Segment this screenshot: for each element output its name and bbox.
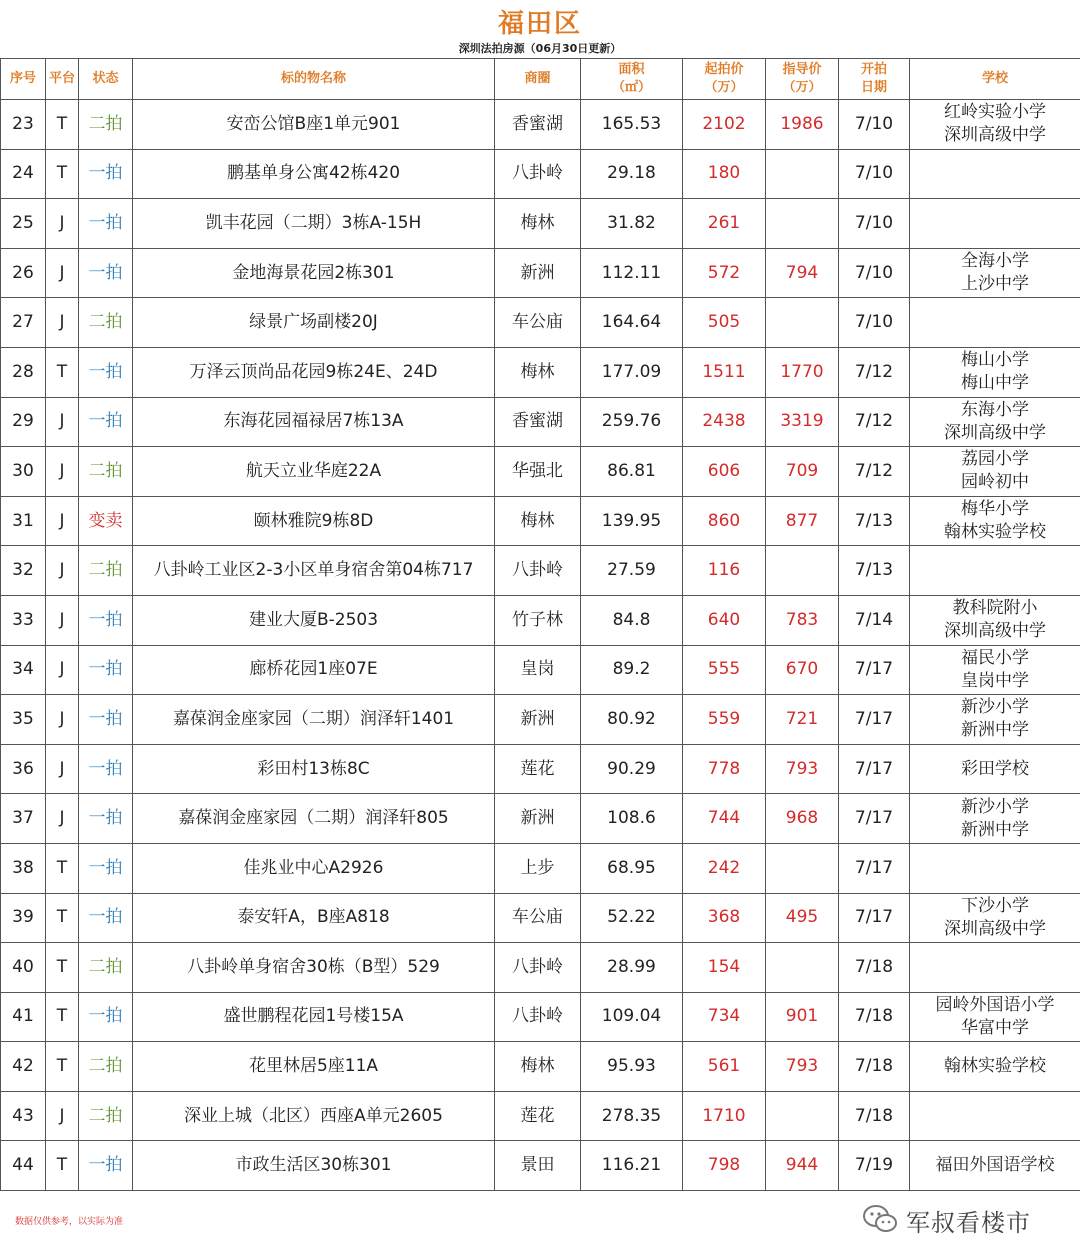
cell-name: 航天立业华庭22A — [133, 447, 495, 497]
cell-guide-price: 793 — [766, 1042, 839, 1092]
cell-name: 嘉葆润金座家园（二期）润泽轩1401 — [133, 695, 495, 745]
cell-school: 彩田学校 — [910, 744, 1080, 794]
cell-status: 二拍 — [79, 1091, 133, 1141]
cell-size: 109.04 — [581, 992, 683, 1042]
cell-no: 35 — [1, 695, 46, 745]
cell-name: 嘉葆润金座家园（二期）润泽轩805 — [133, 794, 495, 844]
cell-status: 二拍 — [79, 100, 133, 150]
cell-school — [910, 149, 1080, 199]
cell-date: 7/18 — [839, 992, 910, 1042]
table-row — [1, 248, 1080, 298]
cell-platform: J — [46, 1091, 79, 1141]
cell-platform: J — [46, 744, 79, 794]
cell-name: 凯丰花园（二期）3栋A-15H — [133, 199, 495, 249]
cell-school: 园岭外国语小学 华富中学 — [910, 992, 1080, 1042]
cell-area: 莲花 — [495, 1091, 581, 1141]
cell-date: 7/17 — [839, 645, 910, 695]
cell-platform: J — [46, 645, 79, 695]
cell-guide-price: 968 — [766, 794, 839, 844]
cell-status: 二拍 — [79, 546, 133, 596]
cell-guide-price: 877 — [766, 496, 839, 546]
table-row — [1, 893, 1080, 943]
cell-start-price: 744 — [683, 794, 766, 844]
cell-area: 竹子林 — [495, 595, 581, 645]
table-row — [1, 595, 1080, 645]
cell-status: 一拍 — [79, 794, 133, 844]
page-subtitle: 深圳法拍房源（06月30日更新） — [458, 42, 622, 55]
cell-area: 八卦岭 — [495, 149, 581, 199]
cell-school — [910, 546, 1080, 596]
header-size: 面积 （㎡） — [581, 59, 683, 100]
cell-status: 一拍 — [79, 645, 133, 695]
listing-table — [0, 58, 1080, 1191]
page-header — [0, 0, 1080, 58]
cell-school: 东海小学 深圳高级中学 — [910, 397, 1080, 447]
cell-date: 7/17 — [839, 843, 910, 893]
cell-area: 车公庙 — [495, 893, 581, 943]
cell-platform: J — [46, 447, 79, 497]
cell-platform: J — [46, 199, 79, 249]
header-school: 学校 — [910, 59, 1080, 100]
cell-date: 7/18 — [839, 943, 910, 993]
cell-size: 90.29 — [581, 744, 683, 794]
cell-date: 7/17 — [839, 695, 910, 745]
cell-area: 华强北 — [495, 447, 581, 497]
cell-date: 7/18 — [839, 1042, 910, 1092]
table-row — [1, 843, 1080, 893]
cell-date: 7/13 — [839, 546, 910, 596]
table-row — [1, 199, 1080, 249]
cell-no: 27 — [1, 298, 46, 348]
cell-guide-price: 3319 — [766, 397, 839, 447]
cell-start-price: 778 — [683, 744, 766, 794]
cell-no: 34 — [1, 645, 46, 695]
cell-size: 52.22 — [581, 893, 683, 943]
cell-no: 36 — [1, 744, 46, 794]
cell-start-price: 734 — [683, 992, 766, 1042]
cell-name: 绿景广场副楼20J — [133, 298, 495, 348]
cell-platform: T — [46, 843, 79, 893]
cell-guide-price: 901 — [766, 992, 839, 1042]
table-row — [1, 1042, 1080, 1092]
header-start-price: 起拍价 （万） — [683, 59, 766, 100]
cell-name: 八卦岭单身宿舍30栋（B型）529 — [133, 943, 495, 993]
cell-guide-price: 1770 — [766, 347, 839, 397]
cell-start-price: 261 — [683, 199, 766, 249]
cell-name: 东海花园福禄居7栋13A — [133, 397, 495, 447]
cell-guide-price — [766, 1091, 839, 1141]
cell-school: 福田外国语学校 — [910, 1141, 1080, 1191]
cell-size: 29.18 — [581, 149, 683, 199]
cell-start-price: 1710 — [683, 1091, 766, 1141]
cell-start-price: 180 — [683, 149, 766, 199]
cell-school — [910, 298, 1080, 348]
cell-platform: T — [46, 347, 79, 397]
table-row — [1, 447, 1080, 497]
header-no: 序号 — [1, 59, 46, 100]
cell-school: 全海小学 上沙中学 — [910, 248, 1080, 298]
table-row — [1, 943, 1080, 993]
cell-size: 28.99 — [581, 943, 683, 993]
cell-start-price: 860 — [683, 496, 766, 546]
cell-platform: T — [46, 992, 79, 1042]
cell-no: 28 — [1, 347, 46, 397]
cell-status: 变卖 — [79, 496, 133, 546]
cell-start-price: 154 — [683, 943, 766, 993]
cell-school — [910, 199, 1080, 249]
cell-guide-price: 495 — [766, 893, 839, 943]
cell-school — [910, 943, 1080, 993]
cell-status: 二拍 — [79, 1042, 133, 1092]
table-header-row — [1, 59, 1080, 100]
cell-name: 深业上城（北区）西座A单元2605 — [133, 1091, 495, 1141]
cell-no: 32 — [1, 546, 46, 596]
cell-area: 香蜜湖 — [495, 100, 581, 150]
cell-guide-price: 783 — [766, 595, 839, 645]
cell-platform: T — [46, 100, 79, 150]
cell-date: 7/10 — [839, 248, 910, 298]
cell-date: 7/12 — [839, 347, 910, 397]
table-row — [1, 992, 1080, 1042]
cell-name: 泰安轩A，B座A818 — [133, 893, 495, 943]
cell-size: 278.35 — [581, 1091, 683, 1141]
disclaimer-note: 数据仅供参考，以实际为准 — [15, 1217, 124, 1227]
cell-area: 梅林 — [495, 496, 581, 546]
cell-guide-price — [766, 149, 839, 199]
cell-start-price: 2102 — [683, 100, 766, 150]
table-row — [1, 645, 1080, 695]
cell-platform: J — [46, 397, 79, 447]
cell-no: 41 — [1, 992, 46, 1042]
table-row — [1, 1141, 1080, 1191]
cell-name: 廊桥花园1座07E — [133, 645, 495, 695]
cell-date: 7/17 — [839, 794, 910, 844]
cell-name: 颐林雅院9栋8D — [133, 496, 495, 546]
table-row — [1, 298, 1080, 348]
table-row — [1, 695, 1080, 745]
cell-platform: J — [46, 595, 79, 645]
cell-status: 一拍 — [79, 1141, 133, 1191]
cell-platform: T — [46, 943, 79, 993]
cell-area: 八卦岭 — [495, 992, 581, 1042]
cell-date: 7/18 — [839, 1091, 910, 1141]
cell-status: 二拍 — [79, 943, 133, 993]
page-title: 福田区 — [497, 9, 582, 39]
cell-area: 皇岗 — [495, 645, 581, 695]
cell-no: 29 — [1, 397, 46, 447]
cell-status: 二拍 — [79, 447, 133, 497]
cell-name: 彩田村13栋8C — [133, 744, 495, 794]
cell-guide-price — [766, 843, 839, 893]
cell-start-price: 1511 — [683, 347, 766, 397]
cell-area: 香蜜湖 — [495, 397, 581, 447]
cell-no: 43 — [1, 1091, 46, 1141]
cell-school: 梅华小学 翰林实验学校 — [910, 496, 1080, 546]
cell-status: 一拍 — [79, 397, 133, 447]
cell-start-price: 561 — [683, 1042, 766, 1092]
cell-guide-price: 721 — [766, 695, 839, 745]
cell-status: 一拍 — [79, 744, 133, 794]
cell-date: 7/10 — [839, 298, 910, 348]
cell-guide-price — [766, 298, 839, 348]
cell-guide-price: 944 — [766, 1141, 839, 1191]
cell-status: 一拍 — [79, 149, 133, 199]
cell-status: 一拍 — [79, 843, 133, 893]
cell-start-price: 242 — [683, 843, 766, 893]
cell-date: 7/10 — [839, 149, 910, 199]
cell-area: 梅林 — [495, 347, 581, 397]
cell-date: 7/17 — [839, 744, 910, 794]
header-platform: 平台 — [46, 59, 79, 100]
cell-size: 165.53 — [581, 100, 683, 150]
cell-size: 31.82 — [581, 199, 683, 249]
cell-school — [910, 1091, 1080, 1141]
cell-guide-price: 670 — [766, 645, 839, 695]
cell-date: 7/10 — [839, 199, 910, 249]
table-row — [1, 744, 1080, 794]
table-row — [1, 100, 1080, 150]
cell-platform: J — [46, 695, 79, 745]
cell-school: 新沙小学 新洲中学 — [910, 794, 1080, 844]
cell-platform: T — [46, 149, 79, 199]
cell-guide-price — [766, 943, 839, 993]
cell-no: 31 — [1, 496, 46, 546]
cell-status: 一拍 — [79, 893, 133, 943]
cell-area: 梅林 — [495, 1042, 581, 1092]
cell-status: 一拍 — [79, 695, 133, 745]
cell-no: 38 — [1, 843, 46, 893]
cell-name: 鹏基单身公寓42栋420 — [133, 149, 495, 199]
cell-status: 一拍 — [79, 199, 133, 249]
cell-guide-price: 709 — [766, 447, 839, 497]
wechat-icon — [862, 1204, 898, 1234]
cell-size: 95.93 — [581, 1042, 683, 1092]
cell-area: 新洲 — [495, 695, 581, 745]
cell-date: 7/12 — [839, 447, 910, 497]
cell-school: 翰林实验学校 — [910, 1042, 1080, 1092]
cell-size: 259.76 — [581, 397, 683, 447]
cell-name: 建业大厦B-2503 — [133, 595, 495, 645]
cell-date: 7/10 — [839, 100, 910, 150]
cell-guide-price — [766, 199, 839, 249]
cell-size: 68.95 — [581, 843, 683, 893]
cell-name: 八卦岭工业区2-3小区单身宿舍第04栋717 — [133, 546, 495, 596]
cell-platform: T — [46, 1042, 79, 1092]
cell-no: 42 — [1, 1042, 46, 1092]
cell-status: 二拍 — [79, 298, 133, 348]
cell-no: 30 — [1, 447, 46, 497]
cell-size: 112.11 — [581, 248, 683, 298]
cell-no: 26 — [1, 248, 46, 298]
header-status: 状态 — [79, 59, 133, 100]
cell-status: 一拍 — [79, 595, 133, 645]
cell-area: 上步 — [495, 843, 581, 893]
header-date: 开拍 日期 — [839, 59, 910, 100]
cell-status: 一拍 — [79, 992, 133, 1042]
header-area: 商圈 — [495, 59, 581, 100]
cell-no: 23 — [1, 100, 46, 150]
cell-size: 164.64 — [581, 298, 683, 348]
cell-area: 景田 — [495, 1141, 581, 1191]
table-row — [1, 1091, 1080, 1141]
cell-no: 40 — [1, 943, 46, 993]
cell-area: 八卦岭 — [495, 943, 581, 993]
cell-no: 33 — [1, 595, 46, 645]
cell-status: 一拍 — [79, 347, 133, 397]
cell-date: 7/14 — [839, 595, 910, 645]
cell-guide-price: 793 — [766, 744, 839, 794]
cell-name: 花里林居5座11A — [133, 1042, 495, 1092]
cell-start-price: 572 — [683, 248, 766, 298]
header-name: 标的物名称 — [133, 59, 495, 100]
cell-no: 25 — [1, 199, 46, 249]
table-row — [1, 496, 1080, 546]
cell-school: 梅山小学 梅山中学 — [910, 347, 1080, 397]
cell-area: 新洲 — [495, 248, 581, 298]
cell-school — [910, 843, 1080, 893]
cell-start-price: 559 — [683, 695, 766, 745]
page-footer — [0, 1192, 1080, 1250]
cell-no: 39 — [1, 893, 46, 943]
cell-start-price: 640 — [683, 595, 766, 645]
cell-area: 车公庙 — [495, 298, 581, 348]
cell-platform: J — [46, 248, 79, 298]
cell-no: 24 — [1, 149, 46, 199]
cell-name: 安峦公馆B座1单元901 — [133, 100, 495, 150]
cell-start-price: 368 — [683, 893, 766, 943]
cell-name: 金地海景花园2栋301 — [133, 248, 495, 298]
cell-school: 下沙小学 深圳高级中学 — [910, 893, 1080, 943]
cell-platform: T — [46, 1141, 79, 1191]
cell-no: 37 — [1, 794, 46, 844]
cell-start-price: 606 — [683, 447, 766, 497]
cell-date: 7/12 — [839, 397, 910, 447]
cell-platform: T — [46, 893, 79, 943]
cell-date: 7/13 — [839, 496, 910, 546]
cell-school: 福民小学 皇岗中学 — [910, 645, 1080, 695]
cell-name: 盛世鹏程花园1号楼15A — [133, 992, 495, 1042]
table-row — [1, 794, 1080, 844]
cell-size: 116.21 — [581, 1141, 683, 1191]
cell-school: 教科院附小 深圳高级中学 — [910, 595, 1080, 645]
cell-size: 89.2 — [581, 645, 683, 695]
cell-size: 139.95 — [581, 496, 683, 546]
cell-date: 7/19 — [839, 1141, 910, 1191]
cell-platform: J — [46, 298, 79, 348]
cell-start-price: 2438 — [683, 397, 766, 447]
cell-area: 莲花 — [495, 744, 581, 794]
cell-school: 红岭实验小学 深圳高级中学 — [910, 100, 1080, 150]
cell-area: 梅林 — [495, 199, 581, 249]
table-row — [1, 546, 1080, 596]
cell-size: 86.81 — [581, 447, 683, 497]
cell-school: 新沙小学 新洲中学 — [910, 695, 1080, 745]
cell-name: 佳兆业中心A2926 — [133, 843, 495, 893]
table-row — [1, 347, 1080, 397]
cell-area: 八卦岭 — [495, 546, 581, 596]
cell-size: 177.09 — [581, 347, 683, 397]
cell-area: 新洲 — [495, 794, 581, 844]
cell-date: 7/17 — [839, 893, 910, 943]
cell-no: 44 — [1, 1141, 46, 1191]
cell-guide-price — [766, 546, 839, 596]
cell-size: 27.59 — [581, 546, 683, 596]
watermark-text: 军叔看楼市 — [906, 1209, 1031, 1237]
cell-status: 一拍 — [79, 248, 133, 298]
cell-guide-price: 794 — [766, 248, 839, 298]
cell-platform: J — [46, 794, 79, 844]
cell-name: 万泽云顶尚品花园9栋24E、24D — [133, 347, 495, 397]
header-guide-price: 指导价 （万） — [766, 59, 839, 100]
cell-name: 市政生活区30栋301 — [133, 1141, 495, 1191]
cell-start-price: 798 — [683, 1141, 766, 1191]
cell-size: 84.8 — [581, 595, 683, 645]
cell-start-price: 116 — [683, 546, 766, 596]
cell-start-price: 505 — [683, 298, 766, 348]
cell-size: 80.92 — [581, 695, 683, 745]
cell-guide-price: 1986 — [766, 100, 839, 150]
cell-size: 108.6 — [581, 794, 683, 844]
cell-school: 荔园小学 园岭初中 — [910, 447, 1080, 497]
cell-platform: J — [46, 546, 79, 596]
cell-start-price: 555 — [683, 645, 766, 695]
table-row — [1, 149, 1080, 199]
cell-platform: J — [46, 496, 79, 546]
table-row — [1, 397, 1080, 447]
